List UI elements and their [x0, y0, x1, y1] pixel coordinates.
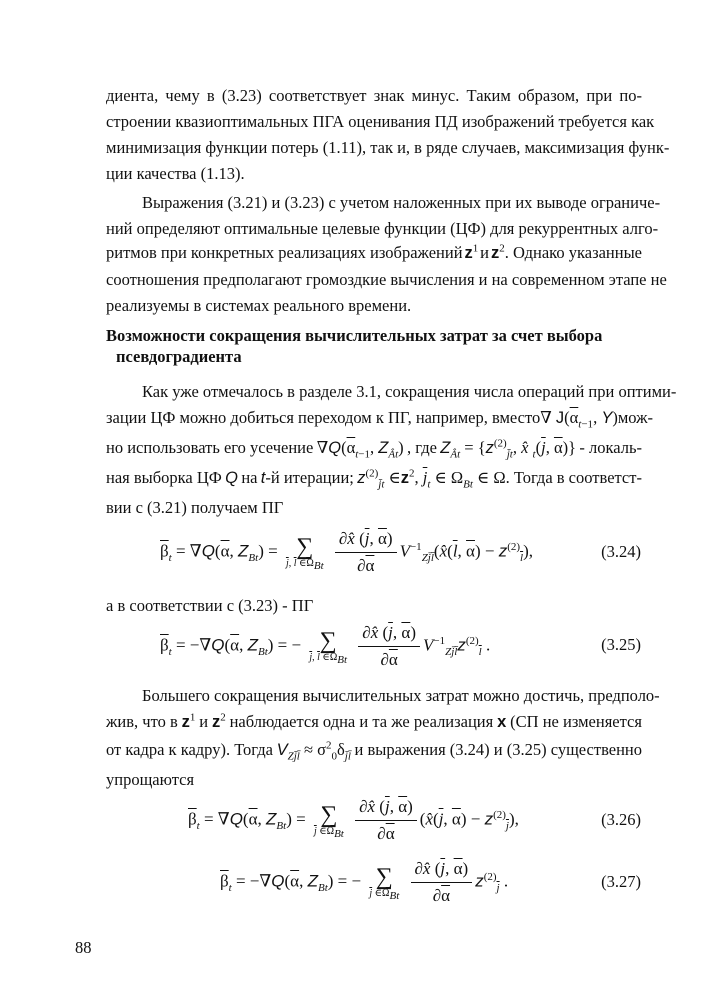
text-line: ритмов при конкретных реализациях изображений $z^1$ и $z^2$. Однако указанные — [106, 242, 642, 262]
equation-number: (3.25) — [601, 635, 641, 654]
text-line: строении квазиоптимальных ПГА оценивания ПД изображений требуется как — [106, 112, 655, 131]
section-heading: Возможности сокращения вычислительных затрат за счет выбора — [106, 326, 603, 345]
text-line: ная выборка ЦФ Q на t-й итерации; $z^{(2)}_{j̄t}$ $\in z^2$, $\overline{j}_t$ ∈ $\Omega_{Bt}$ ∈ Ω. Тогда в соответст- — [106, 467, 642, 491]
equation-number: (3.27) — [601, 872, 641, 891]
text-line: Большего сокращения вычислительных затрат можно достичь, предполо- — [142, 686, 660, 705]
text-line: реализуемы в системах реального времени. — [106, 296, 412, 315]
text-line: минимизация функции потерь (1.11), так и, в ряде случаев, максимизация функ- — [106, 138, 670, 157]
text-line: соотношения предполагают громоздкие вычисления и на современном этапе не — [106, 270, 667, 289]
section-heading: псевдоградиента — [116, 347, 242, 366]
text-line: Выражения (3.21) и (3.23) с учетом наложенных при их выводе ограниче- — [142, 193, 661, 212]
text-line: диента, чему в (3.23) соответствует знак минус. Таким образом, при по- — [106, 86, 642, 105]
equation-number: (3.26) — [601, 810, 641, 829]
text-line: ции качества (1.13). — [106, 164, 245, 183]
equation-3-24: $\overline{\beta}_t = \nabla Q(\overline{\alpha}$, $Z_{Bt}$) = ∑ $\overline{j}$, $\overline{l}$ $\in\Omega_{Bt}$ $\frac{\partial x̂ (\overline{j}, \overline{\alpha})}{\partial\overline{\alpha}}$ $V^{-1}_{Zj̄l̄}(x̂(\overline{l}$, $\overline{\alpha}) - z^{(2)}_{\overline{l}}$), — [160, 529, 534, 575]
page-number: 88 — [75, 938, 92, 957]
text-line: от кадра к кадру). Тогда $V_{Zj̄l̄} \approx \sigma^2_0\delta_{j̄l̄}$ и выражения (3.24) и (3.25) существенно — [106, 739, 642, 763]
text-line: зации ЦФ можно добиться переходом к ПГ, например, вместо ∇ $J(\overline{\alpha}_{t-1}$, Y) мож- — [106, 408, 654, 431]
equation-3-25: $\overline{\beta}_t = -\nabla Q(\overline{\alpha}$, $Z_{Bt}$) = − ∑ $\overline{j}$, $\overline{l}$ $\in\Omega_{Bt}$ $\frac{\partial x̂ (\overline{j}, \overline{\alpha})}{\partial\overline{\alpha}}$ $V^{-1}_{Zj̄l̄}z^{(2)}_{\overline{l}}$ . — [160, 623, 491, 669]
text-line: а в соответствии с (3.23) - ПГ — [106, 596, 314, 615]
text-line: упрощаются — [106, 770, 195, 789]
text-line: Как уже отмечалось в разделе 3.1, сокращения числа операций при оптими- — [142, 382, 677, 401]
text-line: жив, что в $z^1$ и $z^2$ наблюдается одна и та же реализация x (СП не изменяется — [106, 711, 642, 731]
text-line: ний определяют оптимальные целевые функции (ЦФ) для рекуррентных алго- — [106, 219, 659, 238]
text-line: но использовать его усечение $\nabla Q(\overline{\alpha}_{t-1}$, $Z_{Ât}$) , где $Z_{Ât} = \{z^{(2)}_{j̄t}$, x̂ $_t(\overline{j}$, $\overline{\alpha}$)} - локаль- — [106, 437, 642, 461]
equation-number: (3.24) — [601, 542, 641, 561]
equation-3-26: $\overline{\beta}_t = \nabla Q(\overline{\alpha}$, $Z_{Bt}$) = ∑ $\overline{j}$ $\in\Omega_{Bt}$ $\frac{\partial x̂ (\overline{j}, \overline{\alpha})}{\partial\overline{\alpha}}$ ($x̂(\overline{j}$, $\overline{\alpha}) - z^{(2)}_{\overline{j}}$), — [188, 797, 519, 843]
equation-3-27: $\overline{\beta}_t = -\nabla Q(\overline{\alpha}$, $Z_{Bt}$) = − ∑ $\overline{j}$ $\in\Omega_{Bt}$ $\frac{\partial x̂ (\overline{j}, \overline{\alpha})}{\partial\overline{\alpha}}$ $z^{(2)}_{\overline{j}}$ . — [220, 859, 509, 905]
text-line: вии с (3.21) получаем ПГ — [106, 498, 284, 517]
